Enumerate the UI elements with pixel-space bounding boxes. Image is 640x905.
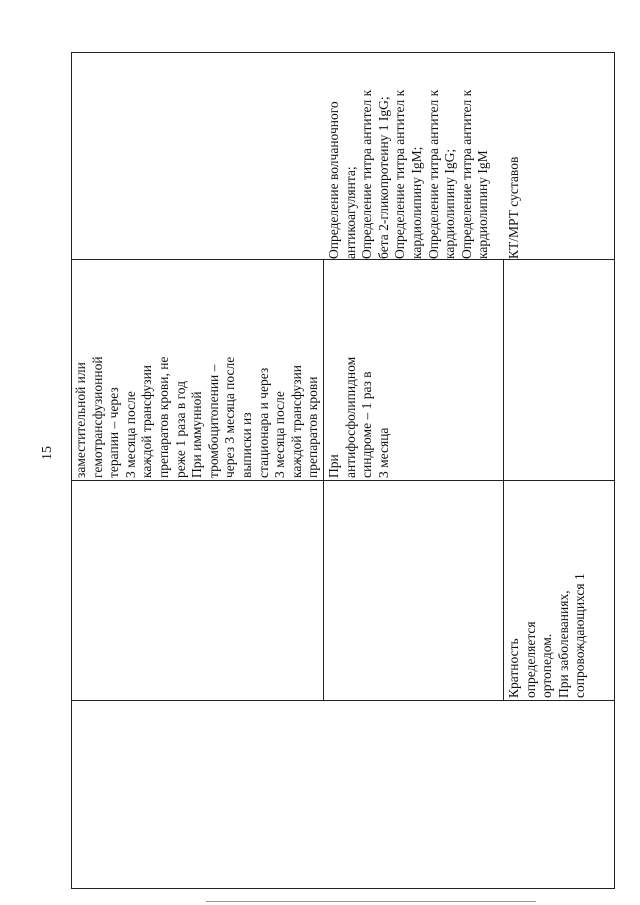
cell-line: кардиолипину IgM: [475, 150, 491, 259]
cell-line: стационара и через: [255, 367, 271, 478]
frequency-cell-antiphospholipid: [326, 357, 392, 478]
cell-line: терапии – через: [106, 387, 122, 478]
cell-line: тромбоцитопении –: [205, 364, 221, 478]
cell-line: При заболеваниях,: [555, 590, 571, 698]
column-divider: [71, 259, 615, 260]
cell-line: Определение титра антител к: [359, 89, 375, 259]
column-divider: [71, 700, 615, 701]
row-divider: [503, 480, 504, 700]
cell-line: При иммунной: [189, 391, 205, 478]
cell-line: ортопедом.: [539, 633, 555, 698]
cell-line: Определение титра антител к: [458, 89, 474, 259]
row-divider: [323, 259, 324, 480]
cell-line: синдроме – 1 раз в: [359, 371, 375, 478]
cell-line: 3 месяца: [375, 427, 391, 478]
row-divider: [503, 259, 504, 480]
cell-line: Определение титра антител к: [392, 89, 408, 259]
page-number: 15: [40, 446, 55, 460]
cell-line: Определение волчаночного: [326, 101, 341, 259]
cell-line: сопровождающихся 1: [572, 573, 588, 698]
bottom-rule: [206, 901, 536, 902]
investigation-cell-antiphospholipid: [326, 90, 492, 259]
cell-line: антифосфолипидном: [342, 356, 358, 478]
cell-line: выписки из: [238, 412, 254, 478]
cell-line: определяется: [522, 621, 538, 698]
cell-line: Определение титра антител к: [425, 89, 441, 259]
cell-line: При: [326, 454, 341, 478]
cell-line: каждой трансфузии: [288, 364, 304, 478]
cell-line: 3 месяца после: [272, 391, 288, 478]
row-divider: [323, 480, 324, 700]
cell-line: реже 1 раза в год: [172, 380, 188, 478]
cell-line: гемотрансфузионной: [89, 356, 105, 478]
cell-line: препаратов крови, не: [155, 356, 171, 478]
investigation-cell-orthopedic: [506, 157, 523, 259]
frequency-cell-transfusion: [73, 356, 322, 478]
cell-line: препаратов крови: [305, 376, 321, 478]
cell-line: бета 2-гликопротеину 1 IgG;: [375, 96, 391, 259]
cell-line: заместительной или: [73, 362, 88, 478]
cell-line: Кратность: [506, 638, 521, 698]
cell-line: каждой трансфузии: [139, 364, 155, 478]
column-divider: [71, 480, 615, 481]
cell-line: кардиолипину IgM;: [408, 146, 424, 259]
cell-line: антикоагулянта;: [342, 166, 358, 259]
frequency-cell-orthopedic: [506, 573, 589, 698]
cell-line: кардиолипину IgG;: [442, 148, 458, 259]
cell-line: КТ/МРТ суставов: [506, 156, 521, 259]
cell-line: 3 месяца после: [122, 391, 138, 478]
cell-line: через 3 месяца после: [222, 356, 238, 478]
